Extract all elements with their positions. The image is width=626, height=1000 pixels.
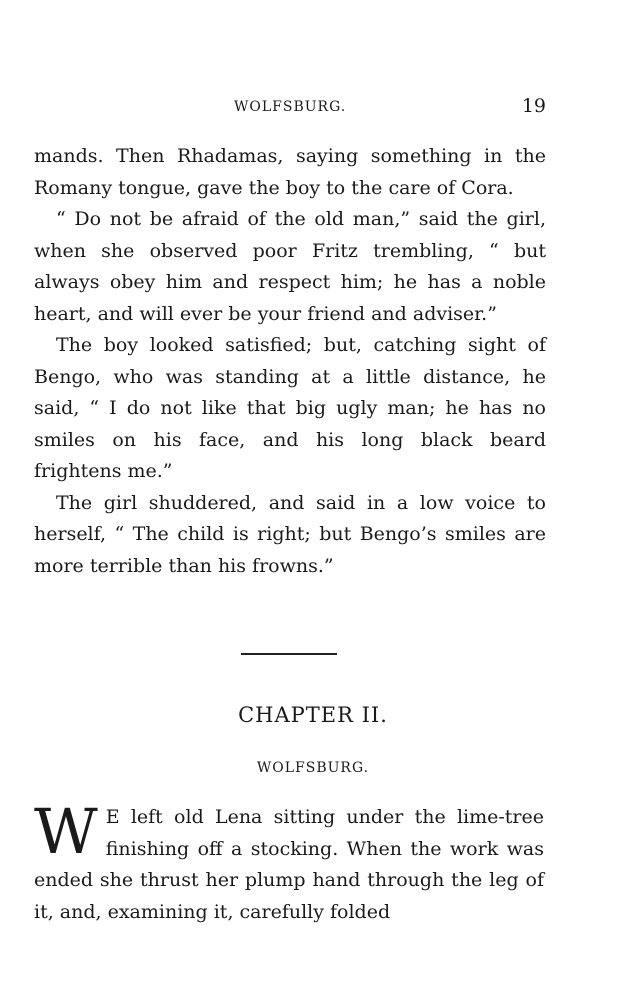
running-head	[34, 97, 546, 119]
chapter-title: WOLFSBURG.	[256, 760, 370, 776]
body-text	[34, 141, 546, 582]
page-number: 19	[521, 95, 546, 117]
paragraph: The boy looked satisfied; but, catching sight of Bengo, who was standing at a little distance, he said, “ I do not like that big ugly man; he has no smiles on his face, and his long black beard frightens me.”	[34, 334, 546, 482]
chapter-first-paragraph	[34, 795, 544, 928]
paragraph: “ Do not be afraid of the old man,” said the girl, when she observed poor Fritz trembling, “ but always obey him and respect him; he has a noble heart, and will ever be your friend and adviser.”	[34, 208, 546, 325]
running-title: WOLFSBURG.	[234, 99, 347, 115]
chapter-heading: CHAPTER II.	[238, 703, 388, 727]
paragraph: The girl shuddered, and said in a low voice to herself, “ The child is right; but Bengo’s smiles are more terrible than his frowns.”	[34, 491, 546, 577]
chapter-body	[34, 795, 544, 928]
drop-cap: W	[34, 795, 98, 868]
paragraph: mands. Then Rhadamas, saying something in the Romany tongue, gave the boy to the care of Cora.	[34, 145, 546, 199]
section-divider	[241, 653, 337, 655]
chapter-first-paragraph-text: E left old Lena sitting under the lime-tree finishing off a stocking. When the work was ended she thrust her plump hand through the leg of it, and, examining it, carefully folded	[34, 806, 544, 923]
